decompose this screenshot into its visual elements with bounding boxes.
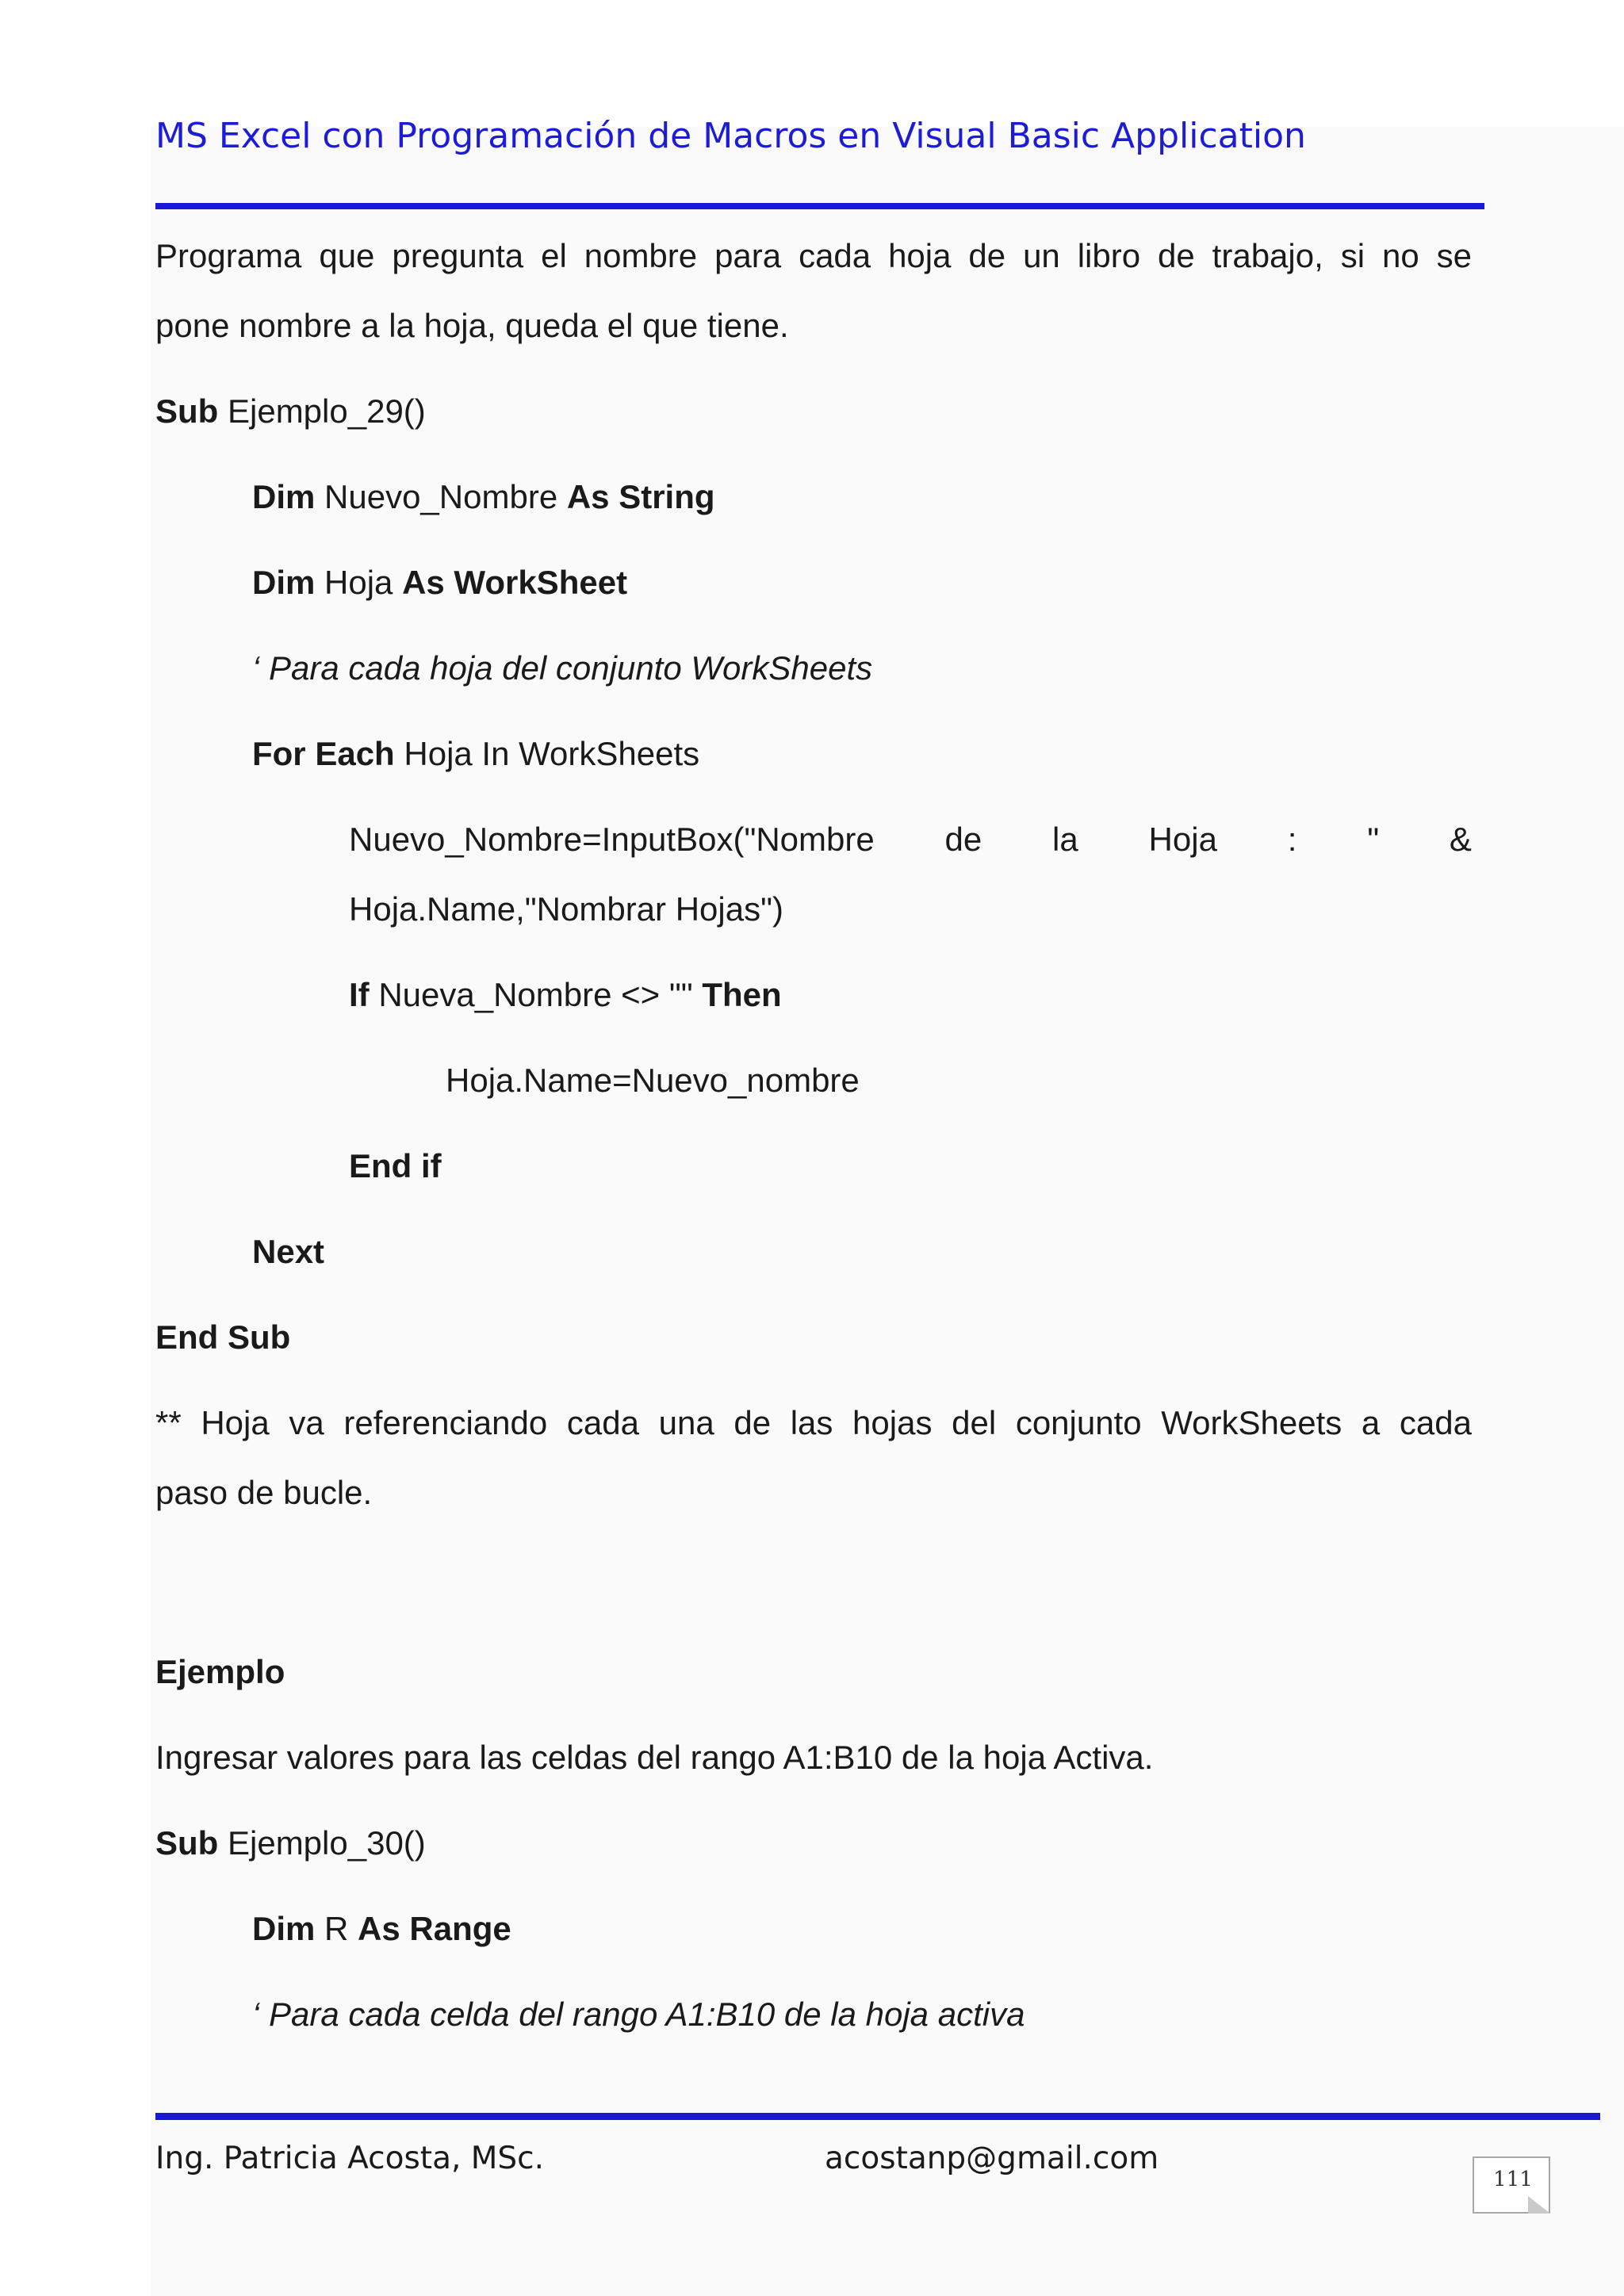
code-token: " <box>1367 821 1380 858</box>
variable-name: R <box>315 1910 358 1947</box>
code-comment-line-2: ‘ Para cada celda del rango A1:B10 de la hoja activa <box>252 1996 1025 2033</box>
keyword-type: As Range <box>358 1910 511 1947</box>
code-line-end-if: End if <box>349 1147 442 1184</box>
keyword-if: If <box>349 976 370 1013</box>
page-number: 111 <box>1493 2168 1533 2191</box>
page-curl-icon <box>1528 2196 1550 2214</box>
code-line-sub-declaration <box>155 392 426 430</box>
header-divider <box>155 203 1484 209</box>
code-line-sub-declaration-2 <box>155 1824 426 1862</box>
keyword-dim: Dim <box>252 1910 316 1947</box>
keyword-type: As WorkSheet <box>402 564 628 601</box>
footer-email: acostanp@gmail.com <box>825 2141 1159 2176</box>
variable-name: Hoja <box>315 564 403 601</box>
code-token: la <box>1052 821 1078 858</box>
code-token: & <box>1449 821 1472 858</box>
page-number-box <box>1473 2156 1550 2214</box>
example-heading: Ejemplo <box>155 1653 285 1690</box>
code-line-dim-hoja <box>252 566 627 599</box>
code-token: : <box>1287 821 1297 858</box>
code-token: de <box>944 821 982 858</box>
code-line-dim-nuevo-nombre <box>252 480 715 514</box>
code-line-dim-range <box>252 1912 511 1946</box>
code-line-next: Next <box>252 1233 325 1270</box>
keyword-type: As String <box>566 478 715 515</box>
code-comment-line: ‘ Para cada hoja del conjunto WorkSheets <box>252 649 873 687</box>
code-token: Nuevo_Nombre=InputBox("Nombre <box>349 821 875 858</box>
keyword-for-each: For Each <box>252 735 395 772</box>
keyword-dim: Dim <box>252 478 316 515</box>
for-each-expression: Hoja In WorkSheets <box>394 735 700 772</box>
footer-divider <box>155 2113 1600 2120</box>
sub-name: Ejemplo_29() <box>218 392 426 430</box>
example-description: Ingresar valores para las celdas del rango A1:B10 de la hoja Activa. <box>155 1739 1154 1776</box>
code-line-end-sub: End Sub <box>155 1318 291 1356</box>
keyword-dim: Dim <box>252 564 316 601</box>
note-paragraph-line-2: paso de bucle. <box>155 1474 373 1511</box>
code-line-set-name: Hoja.Name=Nuevo_nombre <box>446 1062 860 1099</box>
keyword-sub: Sub <box>155 1824 219 1862</box>
code-line-if <box>349 978 782 1012</box>
code-token: Hoja <box>1148 821 1217 858</box>
code-line-inputbox-part-1 <box>349 823 1472 856</box>
sub-name: Ejemplo_30() <box>218 1824 426 1862</box>
code-line-inputbox-part-2: Hoja.Name,"Nombrar Hojas") <box>349 890 783 928</box>
keyword-then: Then <box>702 976 782 1013</box>
variable-name: Nuevo_Nombre <box>315 478 567 515</box>
document-header-title: MS Excel con Programación de Macros en Visual Basic Application <box>155 116 1306 156</box>
note-paragraph-line-1: ** Hoja va referenciando cada una de las hojas del conjunto WorkSheets a cada <box>155 1404 1472 1441</box>
code-line-for-each <box>252 737 699 771</box>
intro-paragraph-line-2: pone nombre a la hoja, queda el que tiene. <box>155 307 789 344</box>
footer-author: Ing. Patricia Acosta, MSc. <box>155 2141 545 2176</box>
if-condition: Nueva_Nombre <> "" <box>369 976 703 1013</box>
keyword-sub: Sub <box>155 392 219 430</box>
page-background <box>151 127 1624 2296</box>
intro-paragraph-line-1: Programa que pregunta el nombre para cada hoja de un libro de trabajo, si no se <box>155 237 1472 274</box>
